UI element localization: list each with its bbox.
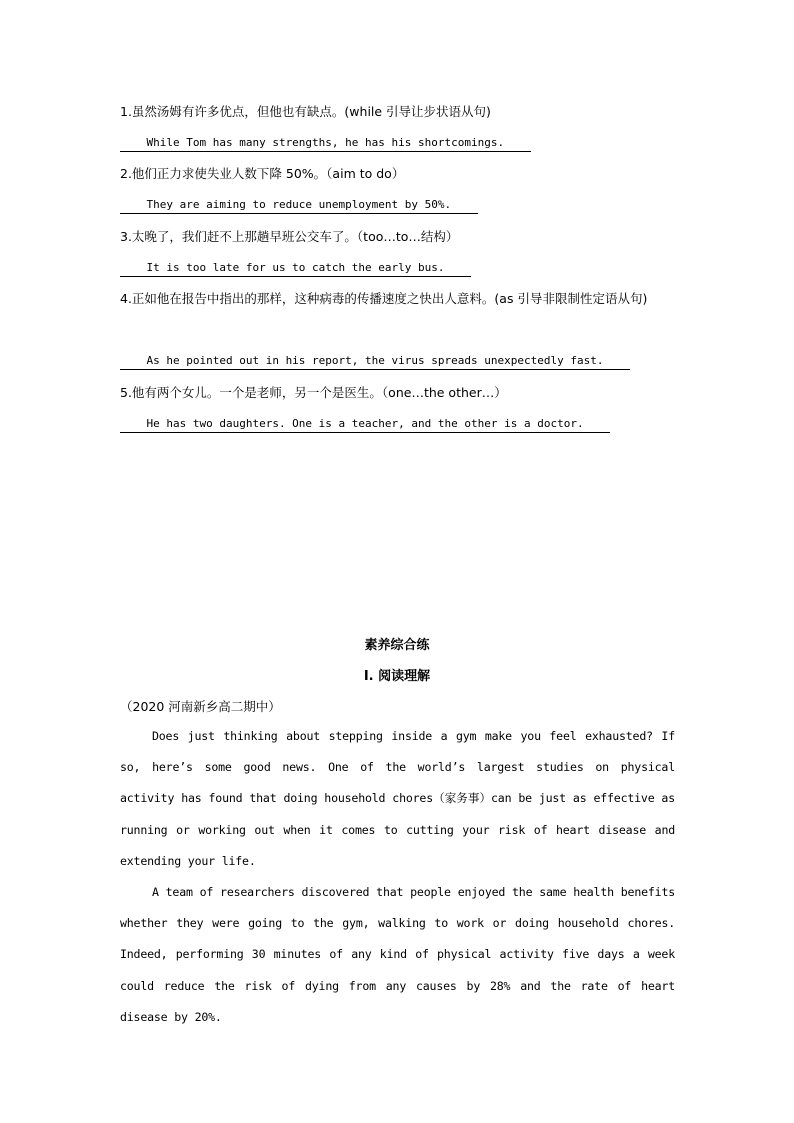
question-2-prompt: 2.他们正力求使失业人数下降 50%。（aim to do）	[120, 166, 405, 181]
passage-paragraph-2: A team of researchers discovered that people enjoyed the same health benefits whether they were going to the gym, walking to work or doing household chores. Indeed, performing 30 minutes of any kind of physical activity five days a week could reduce the risk of dying from any causes by 28% and the rate of heart disease by 20%.	[120, 885, 675, 1024]
section-subtitle: Ⅰ. 阅读理解	[363, 669, 431, 684]
question-1-prompt: 1.虽然汤姆有许多优点，但他也有缺点。(while 引导让步状语从句)	[120, 104, 491, 119]
question-4-prompt: 4.正如他在报告中指出的那样，这种病毒的传播速度之快出人意料。(as 引导非限制性定语从句)	[120, 291, 648, 306]
question-2-answer: They are aiming to reduce unemployment by 50%.	[120, 198, 478, 214]
section-title: 素养综合练	[364, 638, 430, 653]
passage-paragraph-1: Does just thinking about stepping inside a gym make you feel exhausted? If so, here’s some good news. One of the world’s largest studies on physical activity has found that doing household chores（家务事）can be just as effective as running or working out when it comes to cutting your risk of heart disease and extending your life.	[120, 729, 675, 868]
question-3-answer: It is too late for us to catch the early bus.	[120, 261, 471, 277]
question-5-answer: He has two daughters. One is a teacher, and the other is a doctor.	[120, 417, 610, 433]
question-3-prompt: 3.太晚了，我们赶不上那趟早班公交车了。（too…to…结构）	[120, 229, 459, 244]
passage-source: （2020 河南新乡高二期中）	[120, 699, 281, 714]
question-1-answer: While Tom has many strengths, he has his shortcomings.	[120, 136, 531, 152]
question-5-prompt: 5.他有两个女儿。一个是老师，另一个是医生。（one…the other…）	[120, 385, 507, 400]
question-4-answer: As he pointed out in his report, the virus spreads unexpectedly fast.	[120, 354, 630, 370]
